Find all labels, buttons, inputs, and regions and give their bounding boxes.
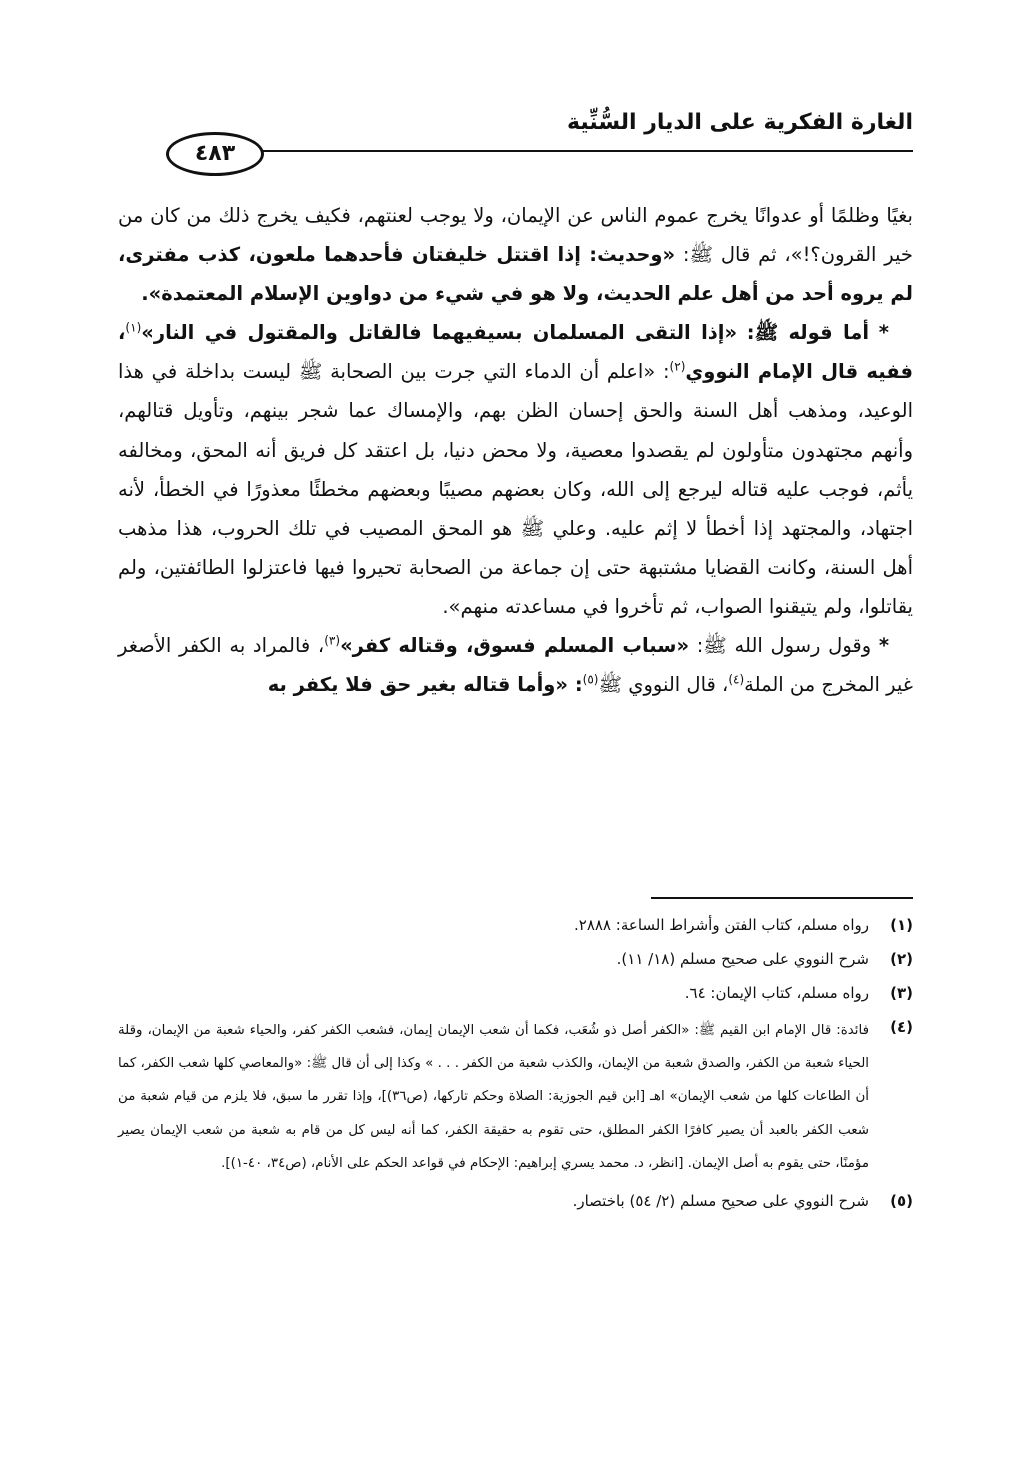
footnote-5 <box>118 1188 913 1214</box>
footnote-text: شرح النووي على صحيح مسلم (٢/ ٥٤) باختصار. <box>572 1192 869 1211</box>
paragraph-1-quote: «وحديث: إذا اقتتل خليفتان فأحدهما ملعون، كذب مفترى، لم يروه أحد من أهل علم الحديث، ولا هو في شيء من دواوين الإسلام المعتمدة». <box>118 243 913 306</box>
footnote-number: (١) <box>890 916 913 934</box>
hadith-quote: «إذا التقى المسلمان بسيفيهما فالقاتل والمقتول في النار» <box>141 321 738 345</box>
footnote-number: (٥) <box>890 1192 913 1211</box>
paragraph-3 <box>118 626 913 704</box>
paragraph-3-quote: : «وأما قتاله بغير حق فلا يكفر به <box>267 673 583 697</box>
footnote-ref-3[interactable]: (٣) <box>324 633 341 648</box>
page-header <box>118 108 913 172</box>
header-rule <box>248 150 913 152</box>
footnote-3 <box>118 980 913 1006</box>
paragraph-3-after: ، فالمراد به الكفر الأصغر غير المخرج من الملة <box>118 634 913 697</box>
footnote-number: (٢) <box>890 950 913 968</box>
footnote-4 <box>118 1014 913 1180</box>
running-title: الغارة الفكرية على الديار السُّنِّية <box>567 110 913 135</box>
paragraph-1 <box>118 196 913 313</box>
paragraph-2 <box>118 313 913 626</box>
star-marker: * <box>878 634 890 658</box>
footnote-ref-4[interactable]: (٤) <box>728 672 745 687</box>
footnote-text: فائدة: قال الإمام ابن القيم ﷺ: «الكفر أصل ذو شُعَب، فكما أن شعب الإيمان إيمان، فشعب الكفر كفر، والحياء شعبة من الإيمان، وقلة الحياء شعبة من الكفر، والصدق شعبة من الإيمان، والكذب شعبة من الكفر . . . » وكذا إلى أن قال ﷺ: «والمعاصي كلها شعب الكفر، كما أن الطاعات كلها من شعب الإيمان» اهـ [ابن قيم الجوزية: الصلاة وحكم تاركها، (ص٣٦)]، وإذا تقرر ما سبق، فلا يلزم من قيام شعبة من شعب الكفر بالعبد أن يصير كافرًا الكفر المطلق، حتى تقوم به حقيقة الكفر، كما أنه ليس كل من قام به شعبة من شعب الإيمان يصير مؤمنًا، حتى يقوم به أصل الإيمان. [انظر، د. محمد يسري إبراهيم: الإحكام في قواعد الحكم على الأنام، (ص٣٤، ٤٠-١)]. <box>118 1023 870 1171</box>
paragraph-2-after: ، ففيه قال الإمام النووي <box>118 321 913 384</box>
main-text <box>118 196 913 704</box>
footnote-separator <box>651 897 913 899</box>
footnote-ref-2[interactable]: (٢) <box>669 359 686 374</box>
paragraph-2-intro: أما قوله ﷺ: <box>746 321 870 345</box>
footnote-ref-5[interactable]: (٥) <box>582 672 599 687</box>
paragraph-3-after2: ، قال النووي ﷺ <box>598 673 729 697</box>
hadith-quote: «سباب المسلم فسوق، وقتاله كفر» <box>340 634 690 658</box>
footnote-text: شرح النووي على صحيح مسلم (١٨/ ١١). <box>616 950 869 968</box>
footnotes <box>118 912 913 1222</box>
paragraph-3-intro: وقول رسول الله ﷺ: <box>696 634 872 658</box>
footnote-ref-1[interactable]: (١) <box>125 320 142 335</box>
nawawi-quote: : «اعلم أن الدماء التي جرت بين الصحابة ﷺ ليست بداخلة في هذا الوعيد، ومذهب أهل السنة والحق إحسان الظن بهم، والإمساك عما شجر بينهم، وتأويل قتالهم، وأنهم مجتهدون متأولون لم يقصدوا معصية، ولا محض دنيا، بل اعتقد كل فريق أنه المحق، ومخالفه يأثم، فوجب عليه قتاله ليرجع إلى الله، وكان بعضهم مصيبًا وبعضهم مخطئًا معذورًا في الخطأ، لأنه اجتهاد، والمجتهد إذا أخطأ لا إثم عليه. وعلي ﷺ هو المحق المصيب في تلك الحروب، هذا مذهب أهل السنة، وكانت القضايا مشتبهة حتى إن جماعة من الصحابة تحيروا فيها فاعتزلوا الطائفتين، ولم يقاتلوا، ولم يتيقنوا الصواب، ثم تأخروا في مساعدته منهم». <box>118 360 913 618</box>
paragraph-1-text: بغيًا وظلمًا أو عدوانًا يخرج عموم الناس عن الإيمان، ولا يوجب لعنتهم، فكيف يخرج ذلك من كان من خير القرون؟!»، ثم قال ﷺ: <box>118 204 913 267</box>
footnote-2 <box>118 946 913 972</box>
star-marker: * <box>878 321 889 345</box>
page-number-badge: ٤٨٣ <box>166 132 264 176</box>
footnote-text: رواه مسلم، كتاب الفتن وأشراط الساعة: ٢٨٨٨. <box>573 916 869 934</box>
footnote-1 <box>118 912 913 938</box>
footnote-text: رواه مسلم، كتاب الإيمان: ٦٤. <box>684 984 869 1002</box>
footnote-number: (٤) <box>890 1018 913 1036</box>
footnote-number: (٣) <box>890 984 913 1002</box>
